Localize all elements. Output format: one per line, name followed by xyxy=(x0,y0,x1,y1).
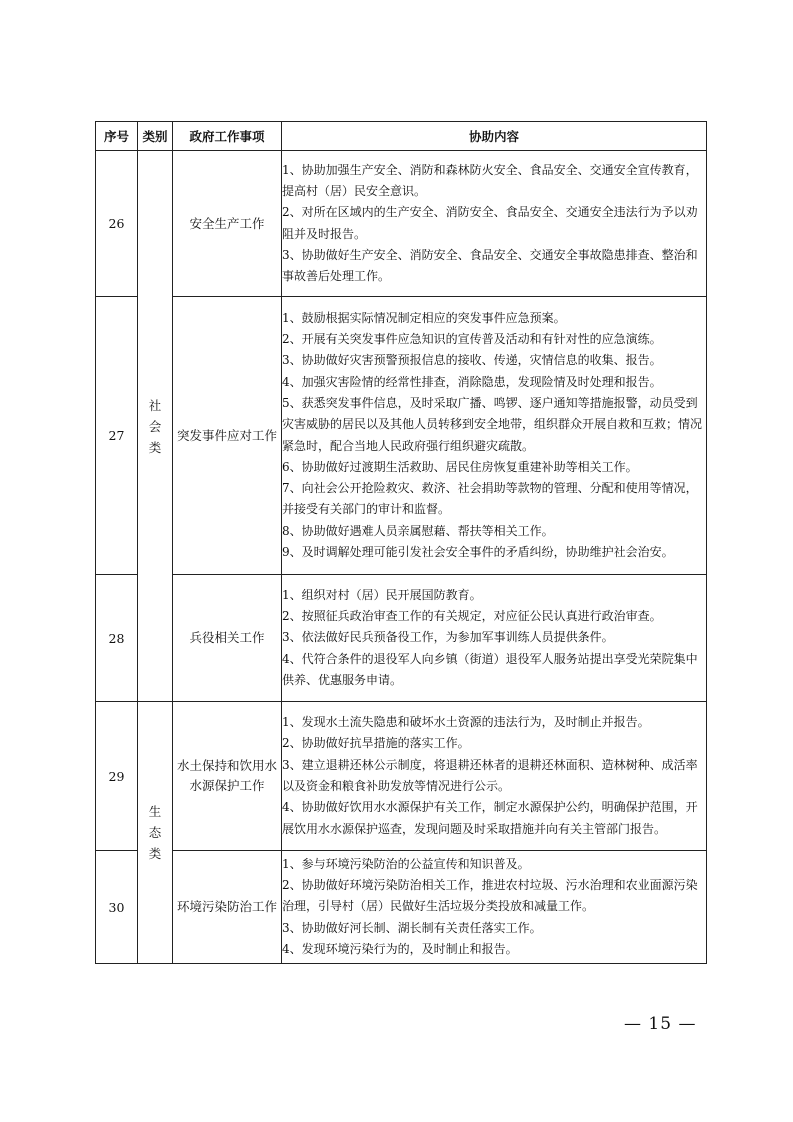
assistance-items-table xyxy=(95,121,707,964)
table-row xyxy=(96,851,707,964)
assistance-content xyxy=(282,702,707,851)
header-number: 序号 xyxy=(96,122,138,151)
category-label: 生态类 xyxy=(148,804,162,861)
content-line: 1、鼓励根据实际情况制定相应的突发事件应急预案。 xyxy=(282,310,566,325)
content-line: 3、协助做好生产安全、消防安全、食品安全、交通安全事故隐患排查、整治和事故善后处理工作。 xyxy=(282,247,698,284)
content-line: 1、组织对村（居）民开展国防教育。 xyxy=(282,587,482,602)
table-row xyxy=(96,297,707,575)
table-row xyxy=(96,702,707,851)
content-line: 8、协助做好遇难人员亲属慰藉、帮扶等相关工作。 xyxy=(282,523,554,538)
table-row xyxy=(96,151,707,297)
category-cell-social xyxy=(138,151,173,702)
content-line: 1、参与环境污染防治的公益宣传和知识普及。 xyxy=(282,856,530,871)
content-line: 2、协助做好环境污染防治相关工作，推进农村垃圾、污水治理和农业面源污染治理，引导村（居）民做好生活垃圾分类投放和减量工作。 xyxy=(282,878,698,914)
table-header-row xyxy=(96,122,707,151)
government-item: 突发事件应对工作 xyxy=(173,297,282,575)
content-line: 4、协助做好饮用水水源保护有关工作，制定水源保护公约，明确保护范围，开展饮用水水源保护巡查，发现问题及时采取措施并向有关主管部门报告。 xyxy=(282,800,698,836)
assistance-content xyxy=(282,575,707,702)
content-line: 9、及时调解处理可能引发社会安全事件的矛盾纠纷，协助维护社会治安。 xyxy=(282,544,674,559)
government-item: 水土保持和饮用水水源保护工作 xyxy=(173,702,282,851)
assistance-content xyxy=(282,297,707,575)
header-category: 类别 xyxy=(138,122,173,151)
row-number: 26 xyxy=(96,151,138,297)
content-line: 4、代符合条件的退役军人向乡镇（街道）退役军人服务站提出享受光荣院集中供养、优惠服务申请。 xyxy=(282,651,698,687)
content-line: 7、向社会公开抢险救灾、救济、社会捐助等款物的管理、分配和使用等情况，并接受有关部门的审计和监督。 xyxy=(282,481,698,517)
assistance-content xyxy=(282,851,707,964)
content-line: 3、协助做好灾害预警预报信息的接收、传递，灾情信息的收集、报告。 xyxy=(282,353,662,368)
category-cell-ecology xyxy=(138,702,173,964)
content-line: 2、按照征兵政治审查工作的有关规定，对应征公民认真进行政治审查。 xyxy=(282,609,662,624)
content-line: 3、协助做好河长制、湖长制有关责任落实工作。 xyxy=(282,920,542,935)
row-number: 27 xyxy=(96,297,138,575)
content-line: 2、开展有关突发事件应急知识的宣传普及活动和有针对性的应急演练。 xyxy=(282,332,662,347)
assistance-content xyxy=(282,151,707,297)
content-line: 4、发现环境污染行为的，及时制止和报告。 xyxy=(282,941,518,956)
table-row xyxy=(96,575,707,702)
content-line: 3、依法做好民兵预备役工作，为参加军事训练人员提供条件。 xyxy=(282,630,614,645)
content-line: 2、对所在区域内的生产安全、消防安全、食品安全、交通安全违法行为予以劝阻并及时报告。 xyxy=(282,205,698,241)
content-line: 1、发现水土流失隐患和破坏水土资源的违法行为，及时制止并报告。 xyxy=(282,715,650,730)
content-line: 1、协助加强生产安全、消防和森林防火安全、食品安全、交通安全宣传教育，提高村（居）民安全意识。 xyxy=(282,162,698,198)
row-number: 28 xyxy=(96,575,138,702)
government-item: 安全生产工作 xyxy=(173,151,282,297)
header-government-item: 政府工作事项 xyxy=(173,122,282,151)
category-label: 社会类 xyxy=(148,397,162,455)
row-number: 29 xyxy=(96,702,138,851)
content-line: 2、协助做好抗旱措施的落实工作。 xyxy=(282,736,470,751)
header-assistance-content: 协助内容 xyxy=(282,122,707,151)
row-number: 30 xyxy=(96,851,138,964)
content-line: 3、建立退耕还林公示制度，将退耕还林者的退耕还林面积、造林树种、成活率以及资金和粮食补助发放等情况进行公示。 xyxy=(282,757,698,793)
content-line: 5、获悉突发事件信息，及时采取广播、鸣锣、逐户通知等措施报警，动员受到灾害威胁的居民以及其他人员转移到安全地带，组织群众开展自救和互救；情况紧急时，配合当地人民政府强行组织避灾疏散。 xyxy=(282,395,703,453)
government-item: 兵役相关工作 xyxy=(173,575,282,702)
content-line: 6、协助做好过渡期生活救助、居民住房恢复重建补助等相关工作。 xyxy=(282,459,638,474)
content-line: 4、加强灾害险情的经常性排查，消除隐患，发现险情及时处理和报告。 xyxy=(282,374,662,389)
government-item: 环境污染防治工作 xyxy=(173,851,282,964)
page-number: — 15 — xyxy=(624,1014,697,1034)
